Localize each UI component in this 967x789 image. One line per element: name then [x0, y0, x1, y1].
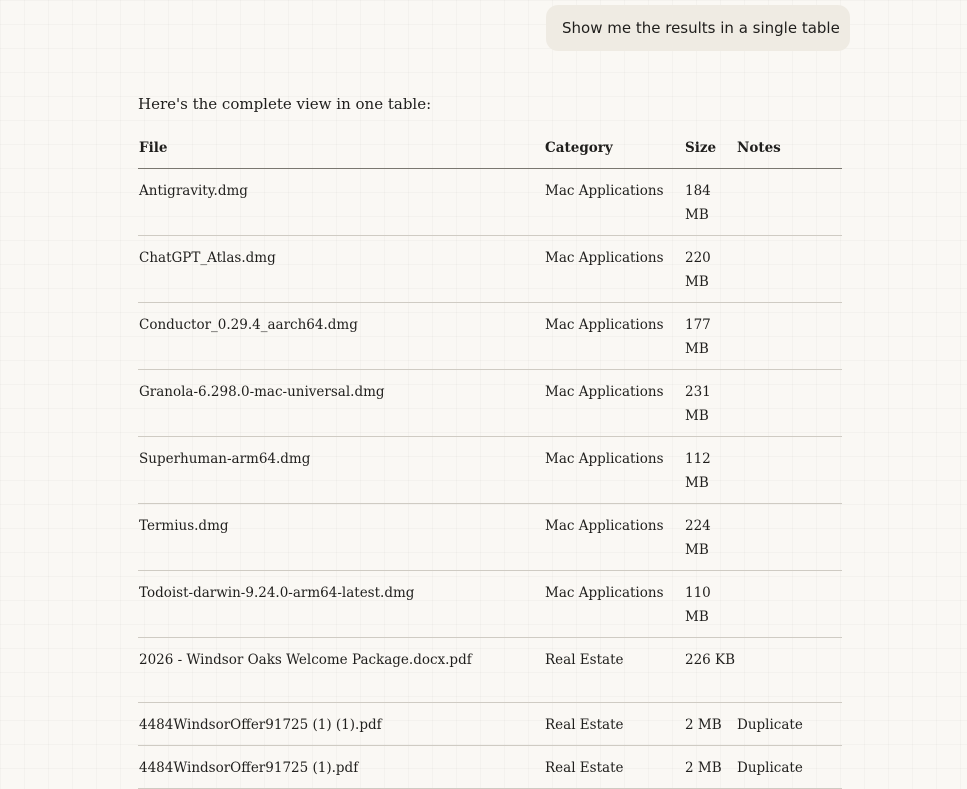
cell-file: Granola-6.298.0-mac-universal.dmg: [138, 370, 544, 437]
cell-file: 2026 - Windsor Oaks Welcome Package.docx.pdf: [138, 638, 544, 703]
cell-category: Mac Applications: [544, 437, 684, 504]
cell-file: Superhuman-arm64.dmg: [138, 437, 544, 504]
assistant-intro-text: Here's the complete view in one table:: [138, 95, 432, 113]
results-table: [138, 128, 842, 789]
cell-size: 110 MB: [684, 571, 736, 638]
cell-size: 184 MB: [684, 169, 736, 236]
cell-category: Real Estate: [544, 703, 684, 746]
cell-file: Todoist-darwin-9.24.0-arm64-latest.dmg: [138, 571, 544, 638]
cell-notes: [736, 571, 842, 638]
cell-category: Mac Applications: [544, 303, 684, 370]
cell-file: 4484WindsorOffer91725 (1).pdf: [138, 746, 544, 789]
table-row: [138, 169, 842, 236]
cell-category: Mac Applications: [544, 504, 684, 571]
cell-notes: [736, 303, 842, 370]
header-notes: Notes: [736, 128, 842, 169]
table-row: [138, 236, 842, 303]
cell-file: Antigravity.dmg: [138, 169, 544, 236]
user-message-text: Show me the results in a single table: [562, 19, 840, 37]
cell-notes: [736, 169, 842, 236]
cell-notes: [736, 437, 842, 504]
table-header-row: [138, 128, 842, 169]
cell-size: 224 MB: [684, 504, 736, 571]
table-row: [138, 638, 842, 703]
cell-file: ChatGPT_Atlas.dmg: [138, 236, 544, 303]
cell-size: 177 MB: [684, 303, 736, 370]
table-row: [138, 504, 842, 571]
cell-size: 2 MB: [684, 703, 736, 746]
cell-notes: [736, 236, 842, 303]
cell-category: Mac Applications: [544, 571, 684, 638]
cell-file: 4484WindsorOffer91725 (1) (1).pdf: [138, 703, 544, 746]
cell-size: 112 MB: [684, 437, 736, 504]
cell-category: Real Estate: [544, 638, 684, 703]
cell-size: 226 KB: [684, 638, 736, 703]
cell-size: 220 MB: [684, 236, 736, 303]
header-category: Category: [544, 128, 684, 169]
header-file: File: [138, 128, 544, 169]
table-row: [138, 303, 842, 370]
cell-notes: [736, 638, 842, 703]
table-row: [138, 571, 842, 638]
user-message-bubble: [546, 5, 850, 51]
table-row: [138, 437, 842, 504]
table-row: [138, 703, 842, 746]
cell-file: Conductor_0.29.4_aarch64.dmg: [138, 303, 544, 370]
cell-notes: [736, 504, 842, 571]
cell-size: 231 MB: [684, 370, 736, 437]
cell-notes: Duplicate: [736, 703, 842, 746]
cell-category: Real Estate: [544, 746, 684, 789]
header-size: Size: [684, 128, 736, 169]
table-row: [138, 370, 842, 437]
cell-notes: Duplicate: [736, 746, 842, 789]
cell-notes: [736, 370, 842, 437]
cell-file: Termius.dmg: [138, 504, 544, 571]
cell-category: Mac Applications: [544, 370, 684, 437]
cell-category: Mac Applications: [544, 169, 684, 236]
table-row: [138, 746, 842, 789]
cell-size: 2 MB: [684, 746, 736, 789]
cell-category: Mac Applications: [544, 236, 684, 303]
